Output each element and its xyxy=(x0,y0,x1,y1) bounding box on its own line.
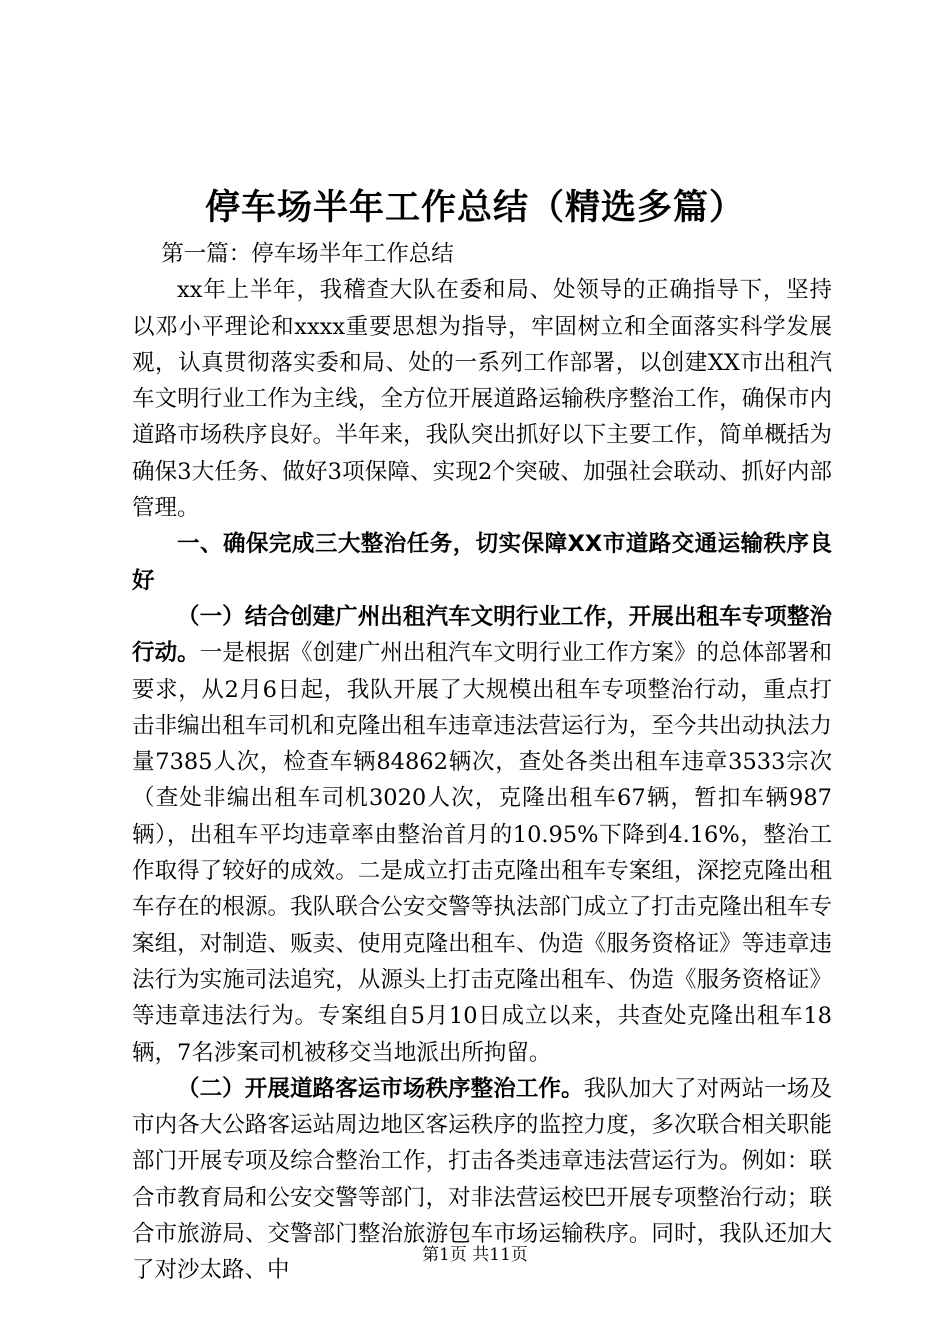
paragraph-2-lead: （二）开展道路客运市场秩序整治工作。 xyxy=(177,1075,584,1102)
section-heading: 一、确保完成三大整治任务，切实保障XX市道路交通运输秩序良好 xyxy=(132,531,832,594)
chapter-subtitle: 第一篇：停车场半年工作总结 xyxy=(161,241,454,267)
paragraph-1-body: 一是根据《创建广州出租汽车文明行业工作方案》的总体部署和要求，从2月6日起，我队开展了大规模出租车专项整治行动，重点打击非编出租车司机和克隆出租车违章违法营运行为，至今共出动执法力量7385人次，检查车辆84862辆次，查处各类出租车违章3533宗次（查处非编出租车司机3020人次，克隆出租车67辆，暂扣车辆987辆），出租车平均违章率由整治首月的10.95%下降到4.16%，整治工作取得了较好的成效。二是成立打击克隆出租车专案组，深挖克隆出租车存在的根源。我队联合公安交警等执法部门成立了打击克隆出租车专案组，对制造、贩卖、使用克隆出租车、伪造《服务资格证》等违章违法行为实施司法追究，从源头上打击克隆出租车、伪造《服务资格证》等违章违法行为。专案组自5月10日成立以来，共查处克隆出租车18辆，7名涉案司机被移交当地派出所拘留。 xyxy=(132,640,832,1066)
document-title: 停车场半年工作总结（精选多篇） xyxy=(204,187,745,228)
page-footer: 第1页 共11页 xyxy=(422,1245,528,1265)
paragraph-2-body: 我队加大了对两站一场及市内各大公路客运站周边地区客运秩序的监控力度，多次联合相关职能部门开展专项及综合整治工作，打击各类违章违法营运行为。例如：联合市教育局和公安交警等部门，对非法营运校巴开展专项整治行动；联合市旅游局、交警部门整治旅游包车市场运输秩序。同时，我队还加大了对沙太路、中 xyxy=(132,1075,832,1284)
paragraph-1-lead: （一）结合创建广州出租汽车文明行业工作，开展出租车专项整治行动。 xyxy=(132,603,832,667)
intro-paragraph: xx年上半年，我稽查大队在委和局、处领导的正确指导下，坚持以邓小平理论和xxxx重要思想为指导，牢固树立和全面落实科学发展观，认真贯彻落实委和局、处的一系列工作部署，以创建XX市出租汽车文明行业工作为主线，全方位开展道路运输秩序整治工作，确保市内道路市场秩序良好。半年来，我队突出抓好以下主要工作，简单概括为确保3大任务、做好3项保障、实现2个突破、加强社会联动、抓好内部管理。 xyxy=(132,277,832,522)
document-body xyxy=(132,236,832,1289)
paragraph-1 xyxy=(132,599,832,1071)
